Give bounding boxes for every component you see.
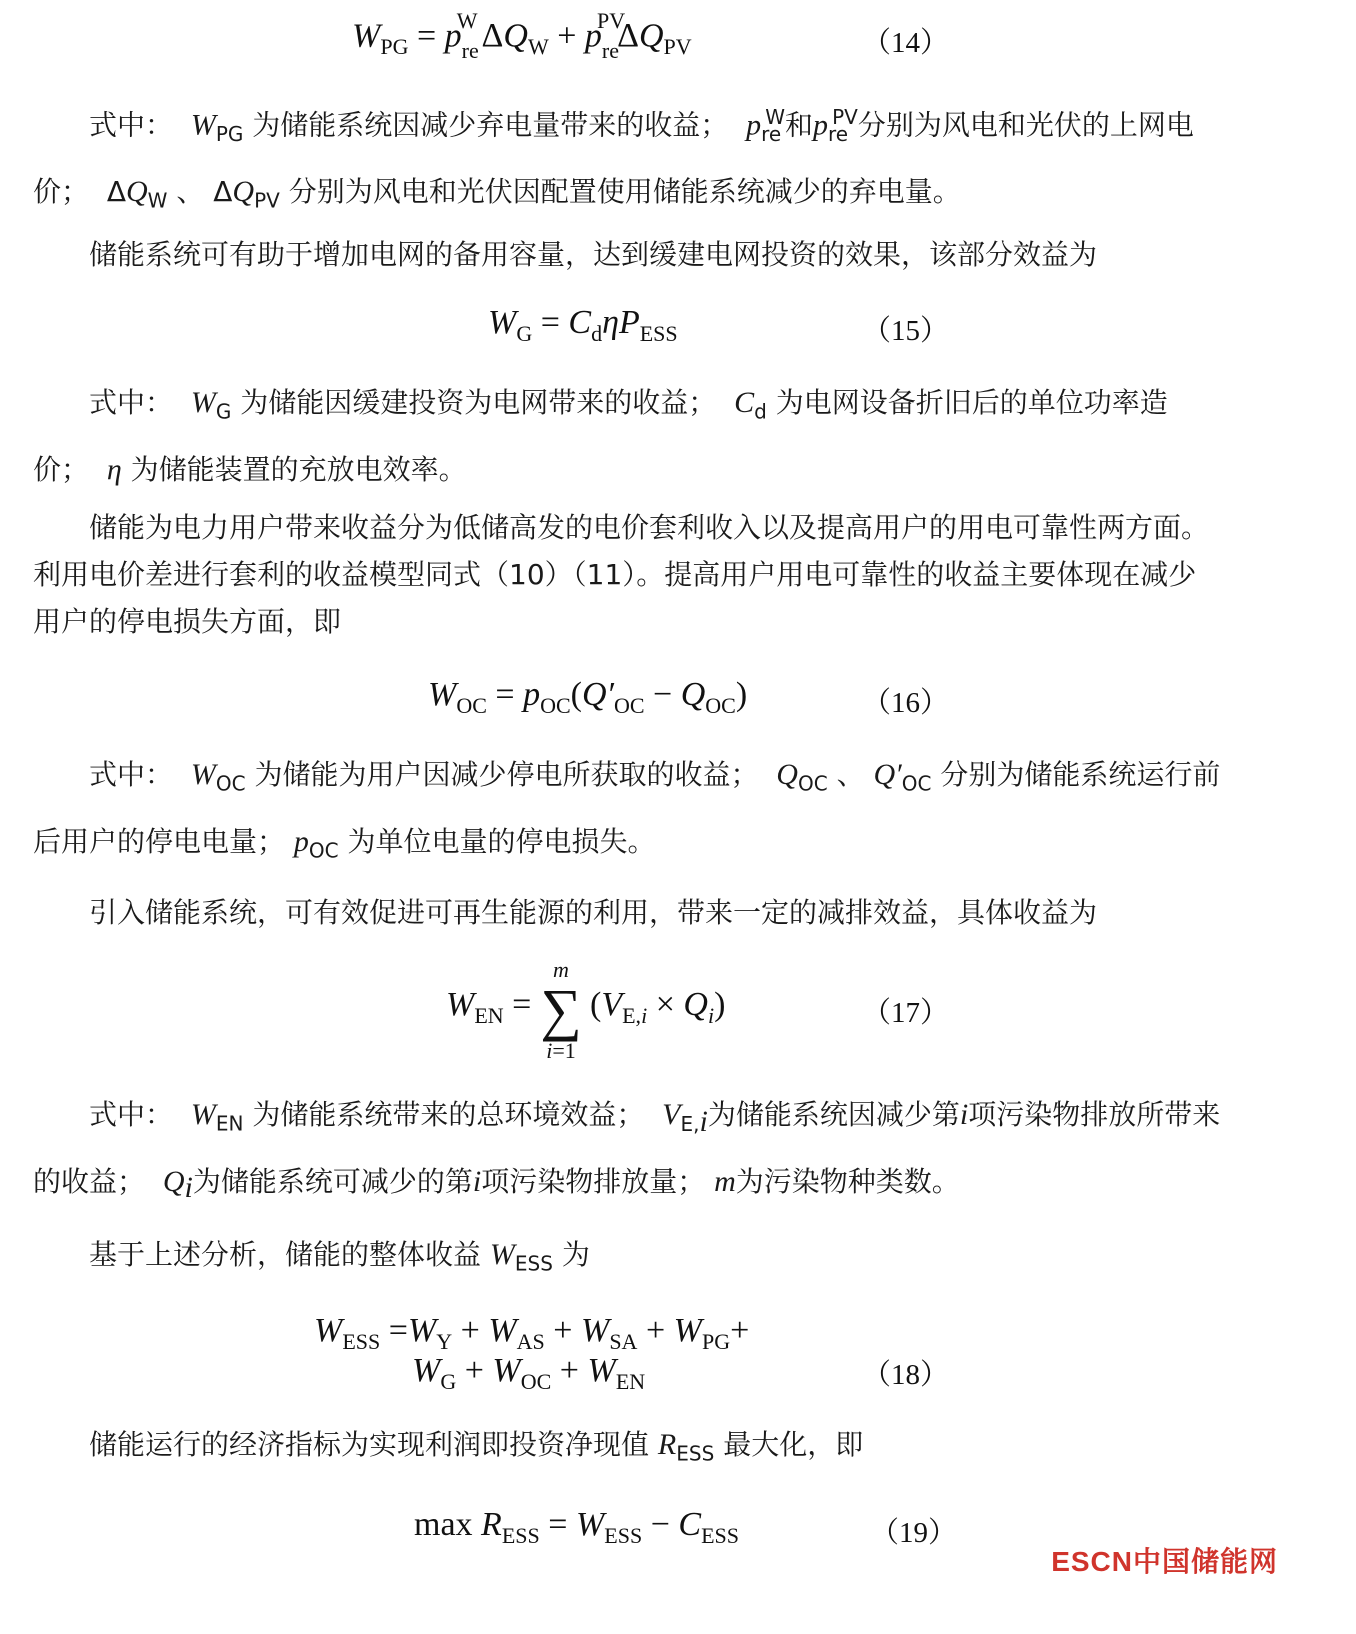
- paragraph: 引入储能系统，可有效促进可再生能源的利用，带来一定的减排效益，具体收益为: [89, 896, 1098, 929]
- equation-18: $W_{ESS} =W_Y + W_{AS} + W_{SA} + W_{PG}+$: [314, 1312, 750, 1354]
- equation-18-line2: $W_G + W_{OC} + W_{EN}$: [412, 1352, 646, 1394]
- paragraph: 式中： $W_{OC}$ 为储能为用户因减少停电所获取的收益； $Q_{OC}$ 、 $Q'_{OC}$ 分别为储能系统运行前后用户的停电电量； $p_{OC}$ 为单位电量的停电损失。: [33, 758, 1221, 863]
- equation-number: （15）: [862, 315, 950, 347]
- watermark-logo: ESCN中国储能网: [1051, 1546, 1278, 1577]
- paragraph: 储能运行的经济指标为实现利润即投资净现值 $R_{ESS}$ 最大化，即: [89, 1428, 864, 1466]
- equation-14: $W_{PG} = p_{re}^W$ $\Delta Q_W + p_{re}^{PV}\Delta Q_{PV}$: [352, 8, 692, 64]
- equation-19: $\max R_{ESS} = W_{ESS} - C_{ESS}$: [414, 1506, 739, 1548]
- equation-number: （17）: [862, 997, 950, 1029]
- paragraph: 式中： $W_{EN}$ 为储能系统带来的总环境效益； $V_{E,i}$为储能系统因减少第i项污染物排放所带来的收益； $Q_i$为储能系统可减少的第i项污染物排放量； m为污染物种类数。: [33, 1098, 1221, 1205]
- equation-16: $W_{OC} = p_{OC}(Q'_{OC} - Q_{OC})$: [428, 676, 748, 718]
- equation-17-body: $(V_{E,i} \times Q_i)$: [590, 986, 726, 1028]
- paragraph: 式中： $W_G$ 为储能因缓建投资为电网带来的收益； $C_d$ 为电网设备折旧后的单位功率造价； η 为储能装置的充放电效率。: [33, 386, 1168, 486]
- paragraph: 基于上述分析，储能的整体收益 $W_{ESS}$ 为: [89, 1238, 590, 1276]
- paragraph: 式中： $W_{PG}$ 为储能系统因减少弃电量带来的收益； $p_{re}^W$和$p_{re}^{PV}$分别为风电和光伏的上网电价； $\Delta Q_W$ 、 $\Delta Q_{PV}$ 分别为风电和光伏因配置使用储能系统减少的弃电量。: [33, 105, 1194, 213]
- paragraph: 储能系统可有助于增加电网的备用容量，达到缓建电网投资的效果，该部分效益为: [89, 238, 1098, 271]
- summation-operator: m ∑ i=1: [540, 957, 582, 1063]
- equation-number: （18）: [862, 1359, 950, 1391]
- equation-number: （14）: [862, 27, 950, 59]
- paragraph: 储能为电力用户带来收益分为低储高发的电价套利收入以及提高用户的用电可靠性两方面。利用电价差进行套利的收益模型同式（10）（11）。提高用户用电可靠性的收益主要体现在减少用户的停电损失方面，即: [33, 511, 1210, 638]
- equation-17: $W_{EN}$ =: [446, 986, 532, 1028]
- equation-number: （19）: [870, 1517, 958, 1549]
- equation-number: （16）: [862, 687, 950, 719]
- equation-15: $W_G = C_d\eta P_{ESS}$: [488, 304, 678, 346]
